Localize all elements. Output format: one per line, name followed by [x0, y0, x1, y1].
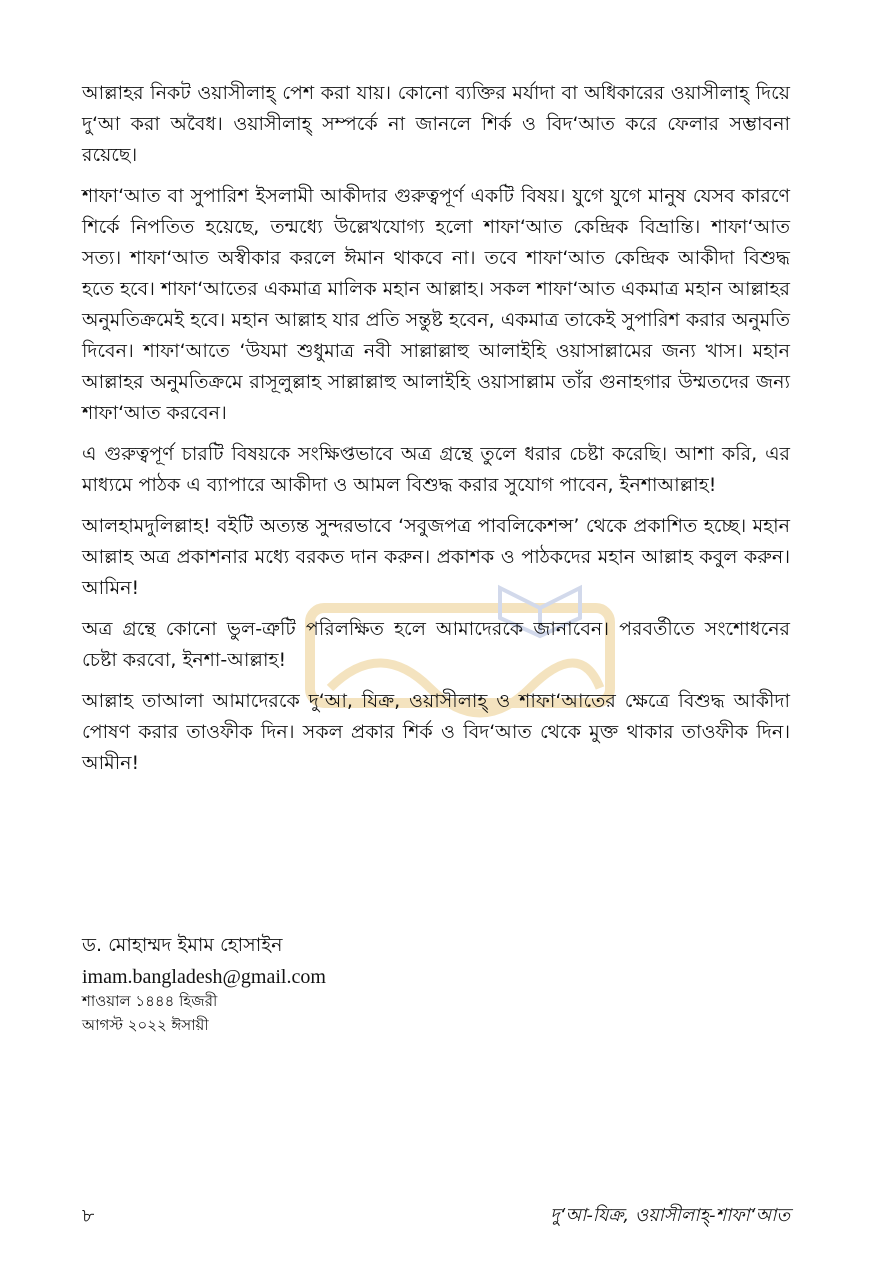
paragraph-prayer: আল্লাহ তাআলা আমাদেরকে দু‘আ, যিক্র, ওয়াসীলাহ্ ও শাফা‘আতের ক্ষেত্রে বিশুদ্ধ আকীদা পোষণ করার তাওফীক দিন। সকল প্রকার শির্ক ও বিদ‘আত থেকে মুক্ত থাকার তাওফীক দিন। আমীন! [82, 690, 790, 774]
paragraph-wasilah-intro: আল্লাহর নিকট ওয়াসীলাহ্ পেশ করা যায়। কোনো ব্যক্তির মর্যাদা বা অধিকারের ওয়াসীলাহ্ দিয়ে দু‘আ করা অবৈধ। ওয়াসীলাহ্ সম্পর্কে না জানলে শির্ক ও বিদ‘আত করে ফেলার সম্ভাবনা রয়েছে। [82, 82, 790, 166]
page-number: ৮ [82, 1205, 95, 1227]
author-email: imam.bangladesh@gmail.com [82, 966, 326, 988]
paragraph-publisher: আলহামদুলিল্লাহ! বইটি অত্যন্ত সুন্দরভাবে ‘সবুজপত্র পাবলিকেশন্স’ থেকে প্রকাশিত হচ্ছে। মহান আল্লাহ অত্র প্রকাশনার মধ্যে বরকত দান করুন। প্রকাশক ও পাঠকদের মহান আল্লাহ কবুল করুন। আমিন! [82, 515, 790, 599]
body-text [82, 78, 790, 789]
running-title: দু‘আ-যিক্র, ওয়াসীলাহ্-শাফা‘আত [550, 1205, 790, 1226]
date-gregorian: আগস্ট ২০২২ ঈসায়ী [82, 1016, 209, 1034]
author-signature [82, 931, 582, 1037]
page-footer [82, 1202, 790, 1232]
paragraph-book-purpose: এ গুরুত্বপূর্ণ চারটি বিষয়কে সংক্ষিপ্তভাবে অত্র গ্রন্থে তুলে ধরার চেষ্টা করেছি। আশা করি, এর মাধ্যমে পাঠক এ ব্যাপারে আকীদা ও আমল বিশুদ্ধ করার সুযোগ পাবেন, ইনশাআল্লাহ! [82, 443, 790, 496]
paragraph-shafaat: শাফা‘আত বা সুপারিশ ইসলামী আকীদার গুরুত্বপূর্ণ একটি বিষয়। যুগে যুগে মানুষ যেসব কারণে শির্কে নিপতিত হয়েছে, তন্মধ্যে উল্লেখযোগ্য হলো শাফা‘আত কেন্দ্রিক বিভ্রান্তি। শাফা‘আত সত্য। শাফা‘আত অস্বীকার করলে ঈমান থাকবে না। তবে শাফা‘আত কেন্দ্রিক আকীদা বিশুদ্ধ হতে হবে। শাফা‘আতের একমাত্র মালিক মহান আল্লাহ। সকল শাফা‘আত একমাত্র মহান আল্লাহর অনুমতিক্রমেই হবে। মহান আল্লাহ যার প্রতি সন্তুষ্ট হবেন, একমাত্র তাকেই সুপারিশ করার অনুমতি দিবেন। শাফা‘আতে ‘উযমা শুধুমাত্র নবী সাল্লাল্লাহু আলাইহি ওয়াসাল্লামের জন্য খাস। মহান আল্লাহর অনুমতিক্রমে রাসূলুল্লাহ সাল্লাল্লাহু আলাইহি ওয়াসাল্লাম তাঁর গুনাহগার উম্মতদের জন্য শাফা‘আত করবেন। [82, 185, 790, 424]
date-hijri: শাওয়াল ১৪৪৪ হিজরী [82, 992, 218, 1010]
author-name: ড. মোহাম্মদ ইমাম হোসাইন [82, 934, 283, 956]
paragraph-errors: অত্র গ্রন্থে কোনো ভুল-ত্রুটি পরিলক্ষিত হলে আমাদেরকে জানাবেন। পরবর্তীতে সংশোধনের চেষ্টা করবো, ইনশা-আল্লাহ! [82, 618, 790, 671]
